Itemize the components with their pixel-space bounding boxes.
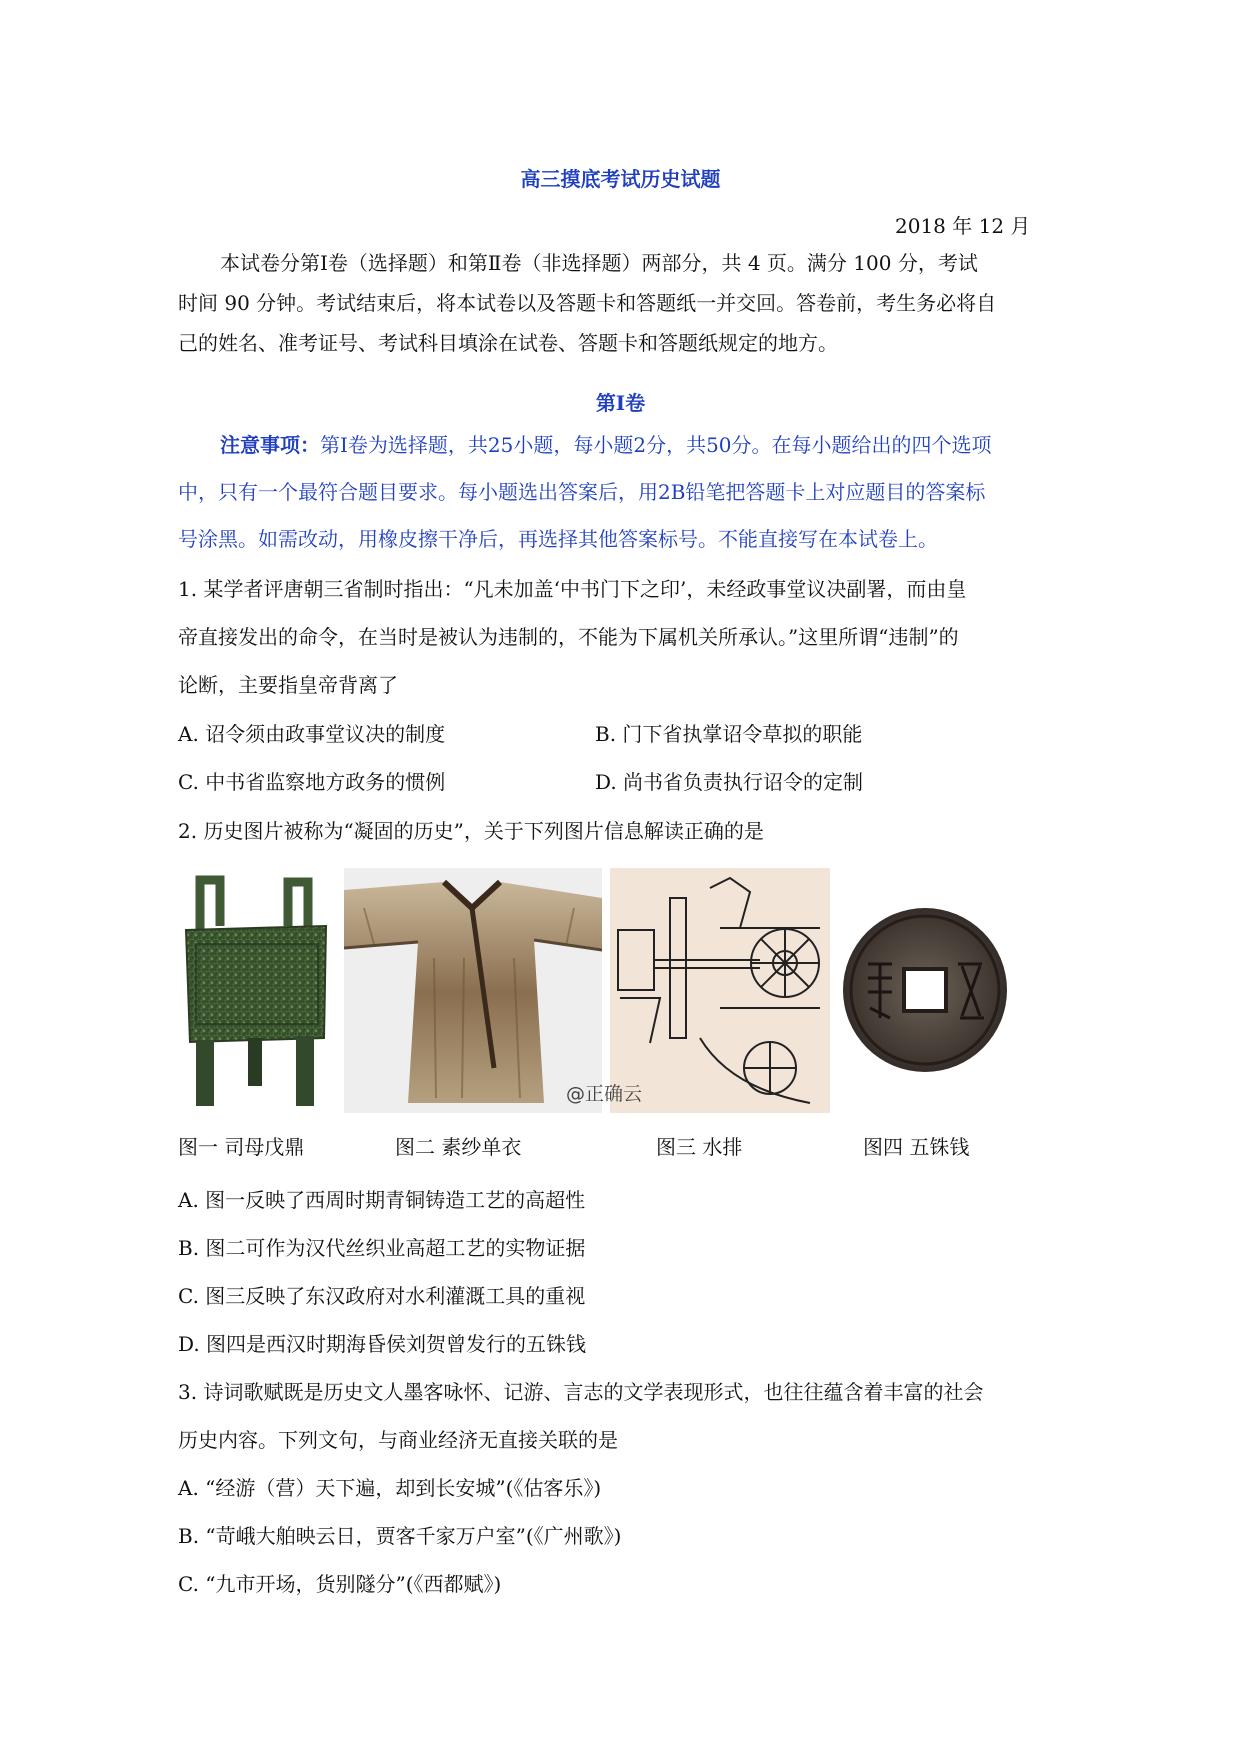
option-a: A. 图一反映了西周时期青铜铸造工艺的高超性 [178,1188,586,1212]
intro-line: 己的姓名、准考证号、考试科目填涂在试卷、答题卡和答题纸规定的地方。 [178,331,838,355]
notice-line: 号涂黑。如需改动，用橡皮擦干净后，再选择其他答案标号。不能直接写在本试卷上。 [178,527,938,551]
figure-ding-image [178,868,334,1113]
notice-text: 第Ⅰ卷为选择题，共25小题，每小题2分，共50分。在每小题给出的四个选项 [320,433,992,457]
exam-date: 2018 年 12 月 [895,214,1031,238]
figure-coin-image [840,868,1010,1113]
notice-line [220,425,992,465]
question-1-stem: 1. 某学者评唐朝三省制时指出：“凡未加盖‘中书门下之印’，未经政事堂议决副署，而由皇 [178,577,967,601]
option-b: B. “苛峨大舶映云日，贾客千家万户室”(《广州歌》) [178,1524,622,1548]
option-c: C. 图三反映了东汉政府对水利灌溉工具的重视 [178,1284,586,1308]
figure-caption: 图二 素纱单衣 [395,1135,522,1159]
option-b: B. 门下省执掌诏令草拟的职能 [595,722,863,746]
option-b: B. 图二可作为汉代丝织业高超工艺的实物证据 [178,1236,586,1260]
option-c: C. 中书省监察地方政务的惯例 [178,770,446,794]
option-c: C. “九市开场，货别隧分”(《西都赋》) [178,1572,502,1596]
section-title: 第Ⅰ卷 [595,391,646,415]
figure-caption: 图四 五铢钱 [863,1135,970,1159]
figure-waterwheel-image [610,868,830,1113]
option-a: A. 诏令须由政事堂议决的制度 [178,722,446,746]
intro-paragraph [178,243,1070,283]
option-a: A. “经游（营）天下遍，却到长安城”(《估客乐》) [178,1476,602,1500]
figure-robe-image [344,868,602,1113]
question-3-stem: 3. 诗词歌赋既是历史文人墨客咏怀、记游、言志的文学表现形式，也往往蕴含着丰富的社会 [178,1380,984,1404]
question-2-stem: 2. 历史图片被称为“凝固的历史”，关于下列图片信息解读正确的是 [178,819,764,843]
option-d: D. 图四是西汉时期海昏侯刘贺曾发行的五铢钱 [178,1332,587,1356]
figure-caption: 图三 水排 [656,1135,743,1159]
question-1-stem: 论断，主要指皇帝背离了 [178,673,398,697]
notice-label: 注意事项： [220,433,320,457]
figure-caption: 图一 司母戊鼎 [178,1135,305,1159]
intro-line: 时间 90 分钟。考试结束后，将本试卷以及答题卡和答题纸一并交回。答卷前，考生务必将自 [178,291,997,315]
option-d: D. 尚书省负责执行诏令的定制 [595,770,864,794]
image-watermark: @正确云 [566,1083,643,1105]
question-1-stem: 帝直接发出的命令，在当时是被认为违制的，不能为下属机关所承认。”这里所谓“违制”的 [178,625,959,649]
page-title: 高三摸底考试历史试题 [520,167,721,191]
notice-line: 中，只有一个最符合题目要求。每小题选出答案后，用2B铅笔把答题卡上对应题目的答案标 [178,480,986,504]
question-3-stem: 历史内容。下列文句，与商业经济无直接关联的是 [178,1428,618,1452]
intro-line: 本试卷分第Ⅰ卷（选择题）和第Ⅱ卷（非选择题）两部分，共 4 页。满分 100 分，考试 [220,251,978,275]
